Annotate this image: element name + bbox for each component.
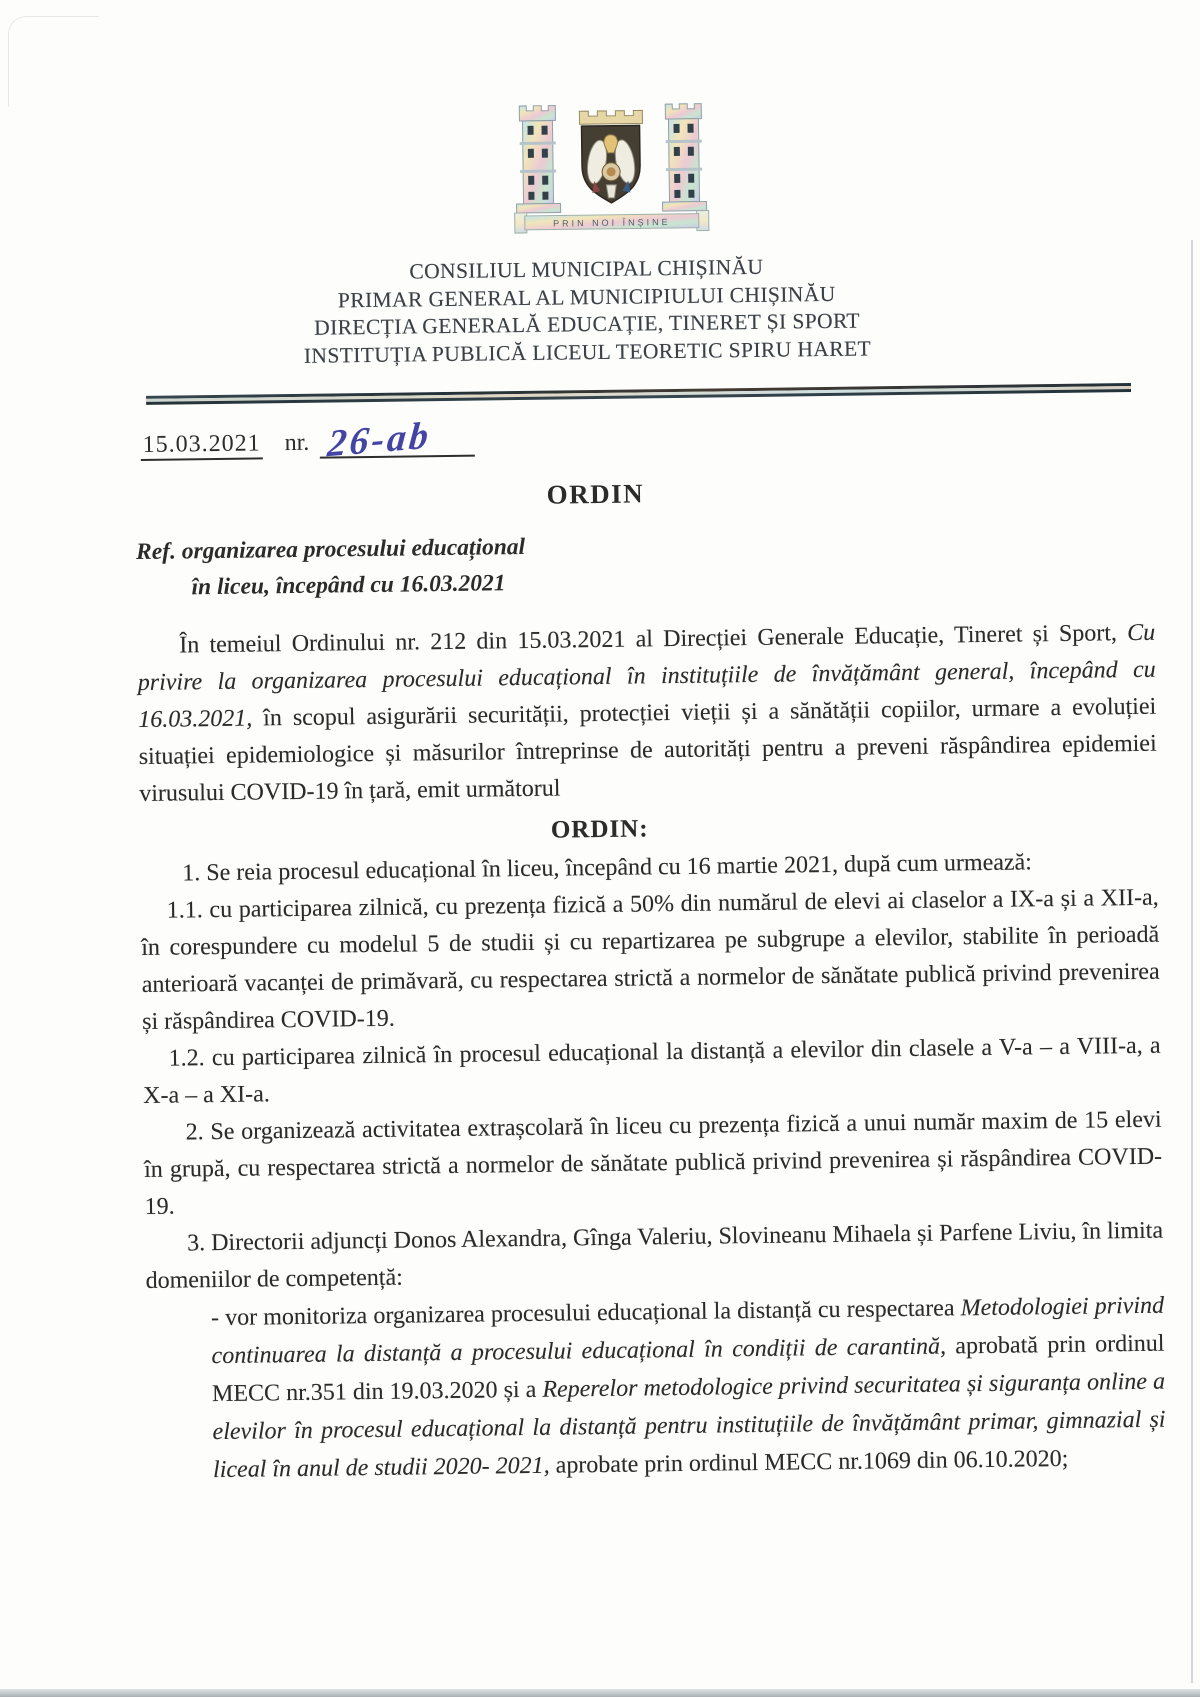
bullet-run-regular-3: aprobate prin ordinul MECC nr.1069 din 06.10.2020; <box>549 1445 1069 1479</box>
header-divider <box>146 383 1131 405</box>
document-title: ORDIN <box>546 478 645 510</box>
order-number-label: nr. <box>284 429 310 457</box>
order-item-3: 3. Directorii adjuncți Donos Alexandra, Gînga Valeriu, Slovineanu Mihaela și Parfene Liviu, în limita domeniilor de competență: <box>145 1217 1164 1294</box>
order-number-handwritten: 26-ab <box>325 414 433 466</box>
coat-of-arms-svg <box>505 91 717 244</box>
order-item-1: 1. Se reia procesul educațional în liceu, începând cu 16 martie 2021, după cum urmează: <box>182 849 1033 887</box>
bullet-run-italic-1: Metodologiei privind continuarea la distanță a procesului educațional în condiții de carantină, <box>211 1292 1165 1370</box>
subject-block <box>136 520 1197 606</box>
order-meta-line <box>140 407 1195 471</box>
org-line-mayor: PRIMAR GENERAL AL MUNICIPIULUI CHIȘINĂU <box>337 281 836 312</box>
left-tower <box>515 105 560 213</box>
org-line-council: CONSILIUL MUNICIPAL CHIȘINĂU <box>409 254 764 284</box>
order-section-heading: ORDIN: <box>550 815 649 844</box>
shield <box>582 125 641 203</box>
letterhead <box>0 248 1188 374</box>
org-line-directorate: DIRECȚIA GENERALĂ EDUCAȚIE, TINERET ȘI SPORT <box>314 308 861 340</box>
order-number-underline <box>319 414 475 466</box>
eagle-tail <box>606 185 616 198</box>
order-item-3-bullet <box>211 1287 1166 1489</box>
motto-banner <box>515 211 709 234</box>
subject-line-1: Ref. organizarea procesului educațional <box>135 533 526 566</box>
bullet-run-italic-2: Reperelor metodologice privind securitatea și siguranța online a elevilor în procesul educațional la distanță pentru instituțiile de învățământ primar, gimnazial și liceal în anul de studii 2020- 2021, <box>212 1368 1166 1484</box>
coat-of-arms <box>505 91 717 249</box>
motto-text: PRIN NOI ÎNȘINE <box>552 217 671 229</box>
order-item-1-2: 1.2. cu participarea zilnică în procesul educațional la distanță a elevilor din clasele a V-a – a VIII-a, a X-a – a XI-a. <box>143 1032 1161 1109</box>
preamble-run-regular-1: În temeiul Ordinului nr. 212 din 15.03.2021 al Direcției Generale Educație, Tineret și Sport, <box>179 620 1128 659</box>
org-line-institution: INSTITUȚIA PUBLICĂ LICEUL TEORETIC SPIRU HARET <box>303 335 872 368</box>
preamble-run-italic: Cu privire la organizarea procesului educațional în instituțiile de învățământ general, începând cu 16.03.2021, <box>137 619 1156 734</box>
mural-crown <box>579 110 642 124</box>
preamble-paragraph <box>137 615 1157 813</box>
right-tower <box>661 104 706 212</box>
order-item-2: 2. Se organizează activitatea extrașcolară în liceu cu prezența fizică a unui număr maxim de 15 elevi în grupă, cu respectarea strictă a normelor de sănătate publică privind prevenirea și răspândirea COVID-19. <box>143 1106 1163 1220</box>
order-date: 15.03.2021 <box>140 430 262 461</box>
bullet-run-regular-1: - vor monitoriza organizarea procesului educațional la distanță cu respectarea <box>210 1295 961 1332</box>
preamble-run-regular-2: în scopul asigurării securității, protecției vieții și a sănătății copiilor, urmare a evoluției situației epidemiologice și măsurilor întreprinse de autorități pentru a preveni răspândirea epidemiei virusului COVID-19 în țară, emit următorul <box>138 693 1157 808</box>
subject-line-2: în liceu, începând cu 16.03.2021 <box>191 570 506 601</box>
bullet-run-regular-2: aprobată prin ordinul MECC nr.351 din 19.03.2020 și a <box>211 1330 1165 1408</box>
order-item-1-1: 1.1. cu participarea zilnică, cu prezența fizică a 50% din numărul de elevi ai claselor a IX-a și a XII-a, în corespundere cu modelul 5 de studii și cu repartizarea pe subgrupe a elevilor, stabilite în perioadă anterioară vacanței de primăvară, cu respectarea strictă a normelor de sănătate publică privind prevenirea și răspândirea COVID-19. <box>141 884 1160 1036</box>
